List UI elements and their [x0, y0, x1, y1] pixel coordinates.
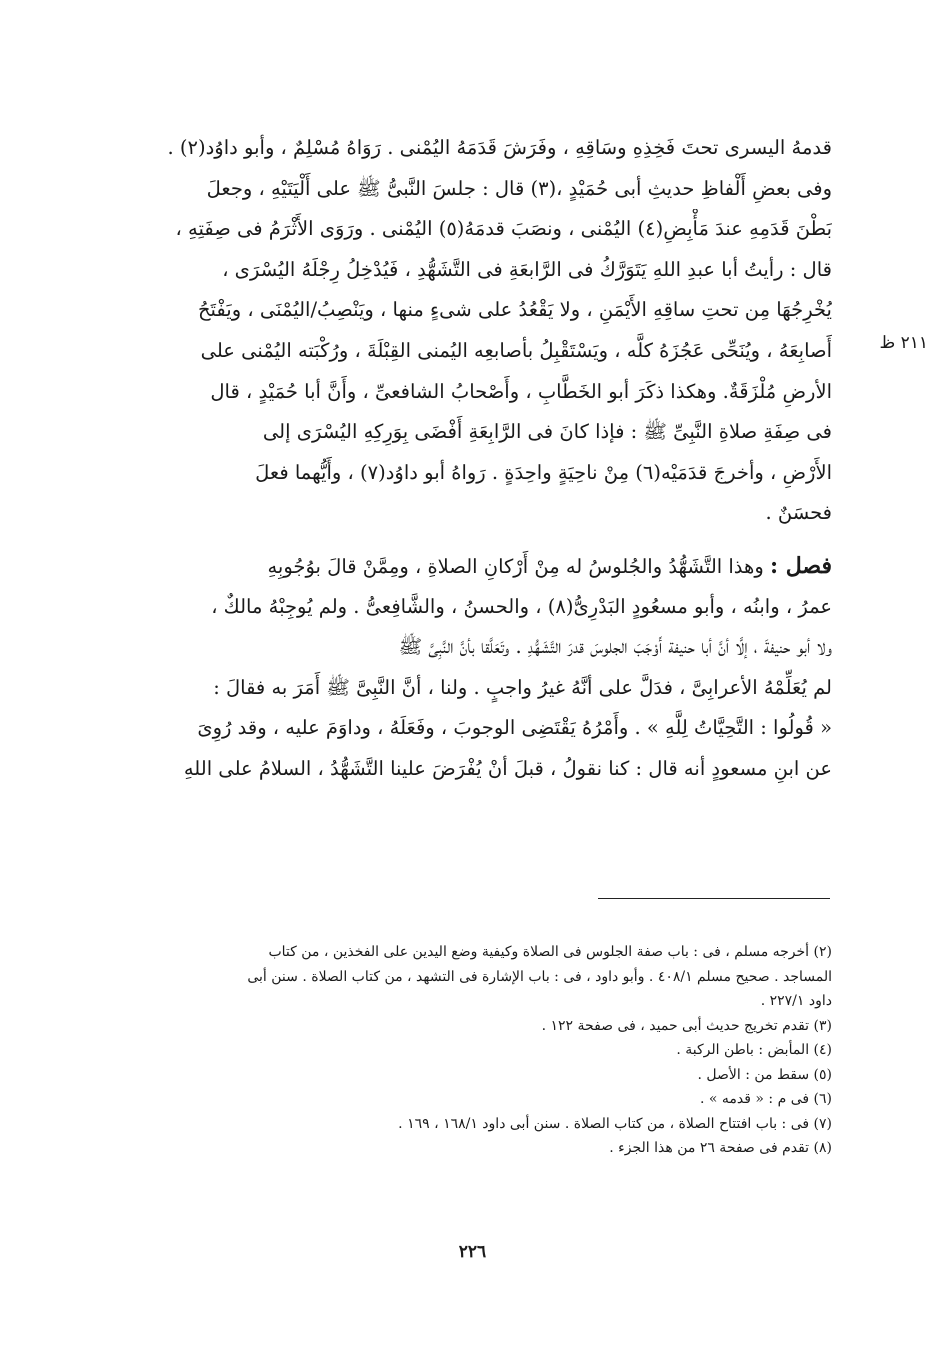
footnote-line: (٥) سقط من : الأصل . — [697, 1066, 832, 1083]
section-first-line — [120, 546, 832, 587]
footnotes — [128, 940, 832, 1161]
footnote-separator-rule — [598, 898, 830, 899]
footnote-line: (٤) المأبض : باطن الركبة . — [676, 1042, 832, 1058]
main-text-body — [120, 128, 832, 790]
main-text-line: الأَرْضِ ، وأخرجَ قدَمَيْه(٦) مِنْ ناحِيَةٍ واحِدَةٍ . رَواهُ أبو داوُد(٧) ، وأَيُّهما فعلَ — [255, 460, 832, 484]
footnote-line: (٨) تقدم فى صفحة ٢٦ من هذا الجزء . — [609, 1140, 832, 1156]
footnote-line: (٧) فى : باب افتتاح الصلاة ، من كتاب الصلاة . سنن أبى داود ١٦٨/١ ، ١٦٩ . — [398, 1115, 832, 1132]
main-text-line: فحسَنٌ . — [765, 501, 832, 525]
footnote-line: المساجد . صحيح مسلم ٤٠٨/١ . وأبو داود ، فى : باب الإشارة فى التشهد ، من كتاب الصلاة . سنن أبى — [247, 968, 832, 985]
main-text-line: وفى بعضِ أَلْفاظِ حديثِ أبى حُمَيْدٍ ،(٣) قال : جلسَ النَّبىُّ ﷺ على أَلْيَتَيْهِ ، وجعلَ — [206, 176, 832, 200]
main-text-line: الأرضِ مُلْزَقَةٌ. وهكذا ذكَرَ أبو الخَطَّابِ ، وأَصْحابُ الشافعىِّ ، وأَنَّ أبا حُمَيْدٍ ، قال — [210, 379, 832, 403]
footnote-line: (٣) تقدم تخريج حديث أبى حميد ، فى صفحة ١٢٢ . — [541, 1017, 832, 1034]
footnote-line: داود ٢٢٧/١ . — [760, 993, 832, 1009]
main-text-line: قال : رأيتُ أبا عبدِ اللهِ يَتَوَرَّكُ فى الرَّابعَةِ فى التَّشَهُّدِ ، فَيُدْخِلُ رِجْلَهُ اليُسْرَى ، — [222, 257, 832, 281]
section-line-text: وهذا التَّشَهُّدُ والجُلوسُ له مِنْ أَرْكانِ الصلاةِ ، ومِمَّنْ قالَ بوُجُوبِهِ — [267, 554, 764, 578]
main-text-line: أَصابِعَهُ ، ويُنَحِّى عَجُزَهُ كلَّه ، ويَسْتَقْبِلُ بأصابعِه اليُمنى القِبْلَةَ ، ورُكْبَته اليُمْنى على — [200, 338, 832, 362]
section-text-line: ولا أبو حنيفةَ ، إلَّا أنَّ أبا حنيفة أَوْجَبَ الجلوسَ قدرَ التَّشَهُّدِ . وتَعَلَّقا بأنَّ النَّبِىَّ ﷺ — [398, 635, 832, 659]
main-text-line: فى صِفَةِ صلاةِ النَّبِىِّ ﷺ : فإذا كانَ فى الرَّابِعَةِ أَفْضَى بِوَرِكِهِ اليُسْرَى إلى — [262, 420, 832, 444]
page-number: ٢٢٦ — [458, 1242, 487, 1262]
section-text-line: « قُولُوا : التَّحِيَّاتُ لِلَّهِ » . وأَمْرُهُ يَقْتَضِى الوجوبَ ، وفَعَلَهُ ، وداوَمَ عليه ، وقد رُوِىَ — [197, 716, 832, 740]
main-text-line: بَطْنَ قَدَمِهِ عندَ مَأْبِضِ(٤) اليُمْنى ، ونصَبَ قدمَهُ(٥) اليُمْنى . ورَوَى الأَثْرَمُ فى صِفَتِهِ ، — [175, 217, 832, 241]
section-text-line: عمرُ ، وابنُه ، وأبو مسعُودٍ البَدْرِىُّ(٨) ، والحسنُ ، والشَّافِعىُّ . ولم يُوجِبْهُ مالكٌ ، — [211, 594, 832, 618]
footnote-line: (٢) أخرجه مسلم ، فى : باب صفة الجلوس فى الصلاة وكيفية وضع اليدين على الفخذين ، من كتاب — [268, 944, 832, 960]
main-text-line: قدمهُ اليسرى تحتَ فَخِذِهِ وسَاقِهِ ، وفَرَشَ قَدَمَهُ اليُمْنى . رَوَاهُ مُسْلِمٌ ، وأبو داوُد(٢) . — [167, 136, 832, 159]
footnote-line: (٦) فى م : « قدمه » . — [700, 1091, 832, 1107]
manuscript-folio-marker: ٢١١ ظ — [879, 333, 928, 353]
main-text-line: يُخْرِجُهَا مِن تحتِ ساقِهِ الأَيْمَنِ ، ولا يَقْعُدُ على شىءٍ منها ، ويَنْصِبُ/اليُمْنَى ، ويَفْتَحُ — [197, 298, 832, 322]
section-label: فصل : — [769, 552, 832, 579]
section-text-line: لم يُعَلِّمْهُ الأعرابِىَّ ، فدَلَّ على أنَّهُ غيرُ واجبٍ . ولنا ، أنَّ النَّبِىَّ ﷺ أَمَرَ به فقالَ : — [213, 675, 832, 699]
section-text-line: عن ابنِ مسعودٍ أنه قال : كنا نقولُ ، قبلَ أنْ يُفْرَضَ علينا التَّشَهُّدُ ، السلامُ على اللهِ — [183, 756, 832, 780]
